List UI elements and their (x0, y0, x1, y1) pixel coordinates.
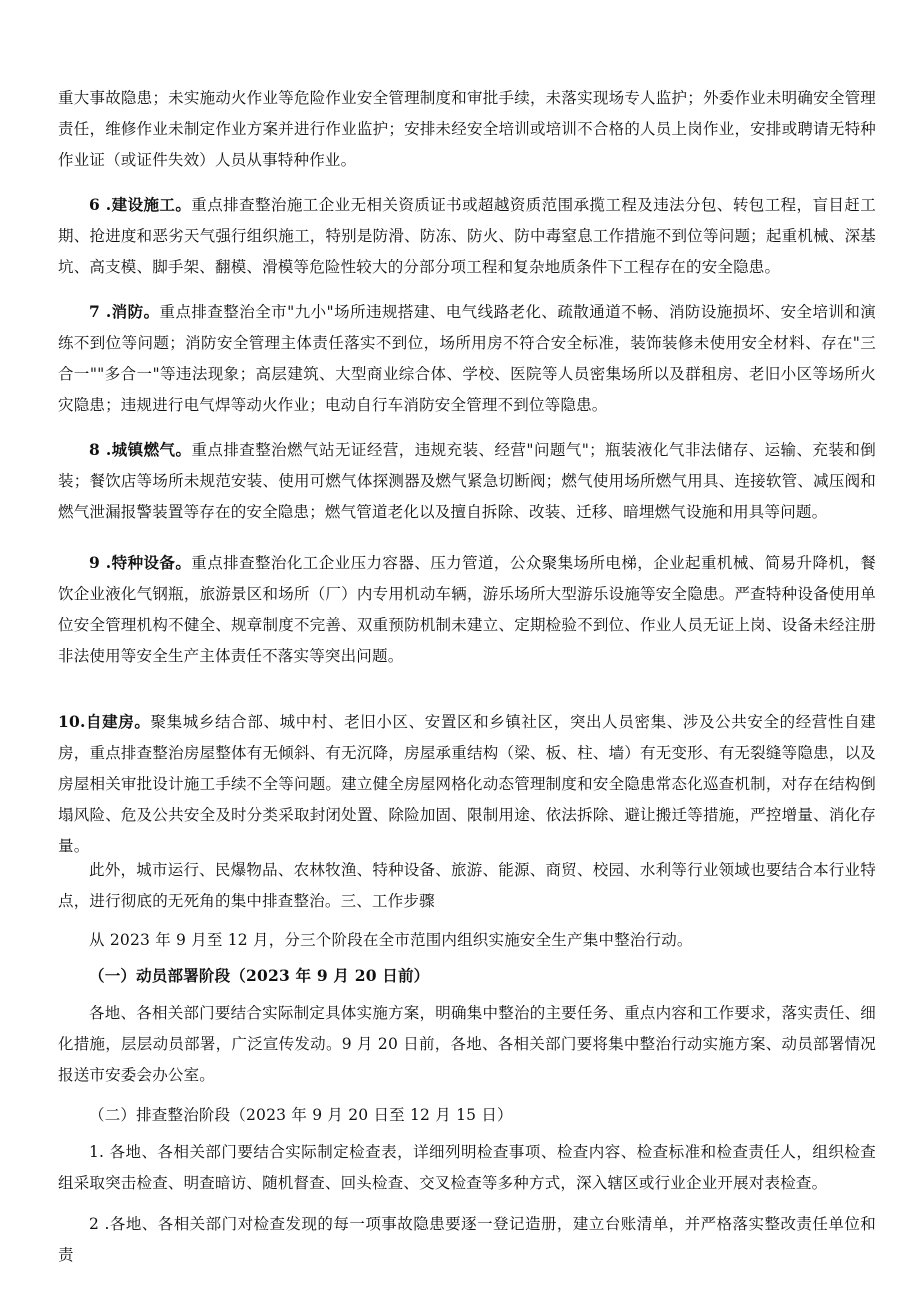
paragraph-text: 此外，城市运行、民爆物品、农林牧渔、特种设备、旅游、能源、商贸、校园、水利等行业领域也要结合本行业特点，进行彻底的无死角的集中排查整治。三、工作步骤 (58, 861, 876, 910)
heading-text: （一）动员部署阶段（2023 年 9 月 20 日前） (89, 966, 430, 985)
section-self-built-housing (58, 706, 876, 862)
section-number: 10. (58, 712, 86, 731)
section-title: 城镇燃气。 (111, 440, 192, 459)
heading-stage-two (89, 1100, 879, 1131)
paragraph-stage-one (58, 998, 876, 1091)
section-construction (58, 189, 876, 283)
paragraph-text: 各地、各相关部门要结合实际制定具体实施方案，明确集中整治的主要任务、重点内容和工作要求，落实责任、细化措施，层层动员部署，广泛宣传发动。9 月 20 日前，各地、各相关部门要将集中整治行动实施方案、动员部署情况报送市安委会办公室。 (58, 1004, 876, 1084)
section-text: 重点排查整治全市"九小"场所违规搭建、电气线路老化、疏散通道不畅、消防设施损坏、安全培训和演练不到位等问题；消防安全管理主体责任落实不到位，场所用房不符合安全标准，装饰装修未使用安全材料、存在"三合一""多合一"等违法现象；高层建筑、大型商业综合体、学校、医院等人员密集场所以及群租房、老旧小区等场所火灾隐患；违规进行电气焊等动火作业；电动自行车消防安全管理不到位等隐患。 (58, 303, 877, 414)
section-urban-gas (58, 434, 876, 528)
paragraph-continued-risks (58, 83, 876, 176)
section-title: 自建房。 (85, 712, 151, 731)
section-title: 特种设备。 (111, 553, 192, 572)
section-title: 建设施工。 (111, 195, 192, 214)
section-fire-safety (58, 296, 876, 421)
section-number: 9 . (89, 553, 112, 572)
paragraph-schedule (58, 925, 876, 956)
section-special-equipment (58, 547, 876, 672)
paragraph-stage-two-item-2 (58, 1209, 876, 1271)
paragraph-text: 2 .各地、各相关部门对检查发现的每一项事故隐患要逐一登记造册，建立台账清单，并严格落实整改责任单位和责 (58, 1215, 876, 1264)
paragraph-other-industries (58, 855, 876, 917)
section-number: 8 . (89, 440, 112, 459)
paragraph-text: 重大事故隐患；未实施动火作业等危险作业安全管理制度和审批手续，未落实现场专人监护；外委作业未明确安全管理责任，维修作业未制定作业方案并进行作业监护；安排未经安全培训或培训不合格的人员上岗作业，安排或聘请无特种作业证（或证件失效）人员从事特种作业。 (58, 89, 876, 169)
section-text: 重点排查整治燃气站无证经营，违规充装、经营"问题气"；瓶装液化气非法储存、运输、充装和倒装；餐饮店等场所未规范安装、使用可燃气体探测器及燃气紧急切断阀；燃气使用场所燃气用具、连接软管、减压阀和燃气泄漏报警装置等存在的安全隐患；燃气管道老化以及擅自拆除、改装、迁移、暗埋燃气设施和用具等问题。 (58, 441, 876, 521)
section-text: 重点排查整治化工企业压力容器、压力管道，公众聚集场所电梯，企业起重机械、简易升降机，餐饮企业液化气钢瓶，旅游景区和场所（厂）内专用机动车辆，游乐场所大型游乐设施等安全隐患。严查特种设备使用单位安全管理机构不健全、规章制度不完善、双重预防机制未建立、定期检验不到位、作业人员无证上岗、设备未经注册非法使用等安全生产主体责任不落实等突出问题。 (58, 554, 876, 665)
section-title: 消防。 (111, 302, 160, 321)
paragraph-text: 1. 各地、各相关部门要结合实际制定检查表，详细列明检查事项、检查内容、检查标准和检查责任人，组织检查组采取突击检查、明查暗访、随机督查、回头检查、交叉检查等多种方式，深入辖区或行业企业开展对表检查。 (58, 1143, 876, 1192)
section-text: 聚集城乡结合部、城中村、老旧小区、安置区和乡镇社区，突出人员密集、涉及公共安全的经营性自建房，重点排查整治房屋整体有无倾斜、有无沉降，房屋承重结构（梁、板、柱、墙）有无变形、有无裂缝等隐患，以及房屋相关审批设计施工手续不全等问题。建立健全房屋网格化动态管理制度和安全隐患常态化巡查机制，对存在结构倒塌风险、危及公共安全及时分类采取封闭处置、除险加固、限制用途、依法拆除、避让搬迁等措施，严控增量、消化存量。 (58, 713, 876, 855)
section-number: 6 . (89, 195, 112, 214)
section-number: 7 . (89, 302, 112, 321)
paragraph-stage-two-item-1 (58, 1137, 876, 1199)
paragraph-text: 从 2023 年 9 月至 12 月，分三个阶段在全市范围内组织实施安全生产集中整治行动。 (89, 931, 693, 949)
section-text: 重点排查整治施工企业无相关资质证书或超越资质范围承揽工程及违法分包、转包工程，盲目赶工期、抢进度和恶劣天气强行组织施工，特别是防滑、防冻、防火、防中毒窒息工作措施不到位等问题；起重机械、深基坑、高支模、脚手架、翻模、滑模等危险性较大的分部分项工程和复杂地质条件下工程存在的安全隐患。 (58, 196, 876, 276)
heading-stage-one (89, 960, 879, 991)
heading-text: （二）排查整治阶段（2023 年 9 月 20 日至 12 月 15 日） (89, 1106, 513, 1124)
